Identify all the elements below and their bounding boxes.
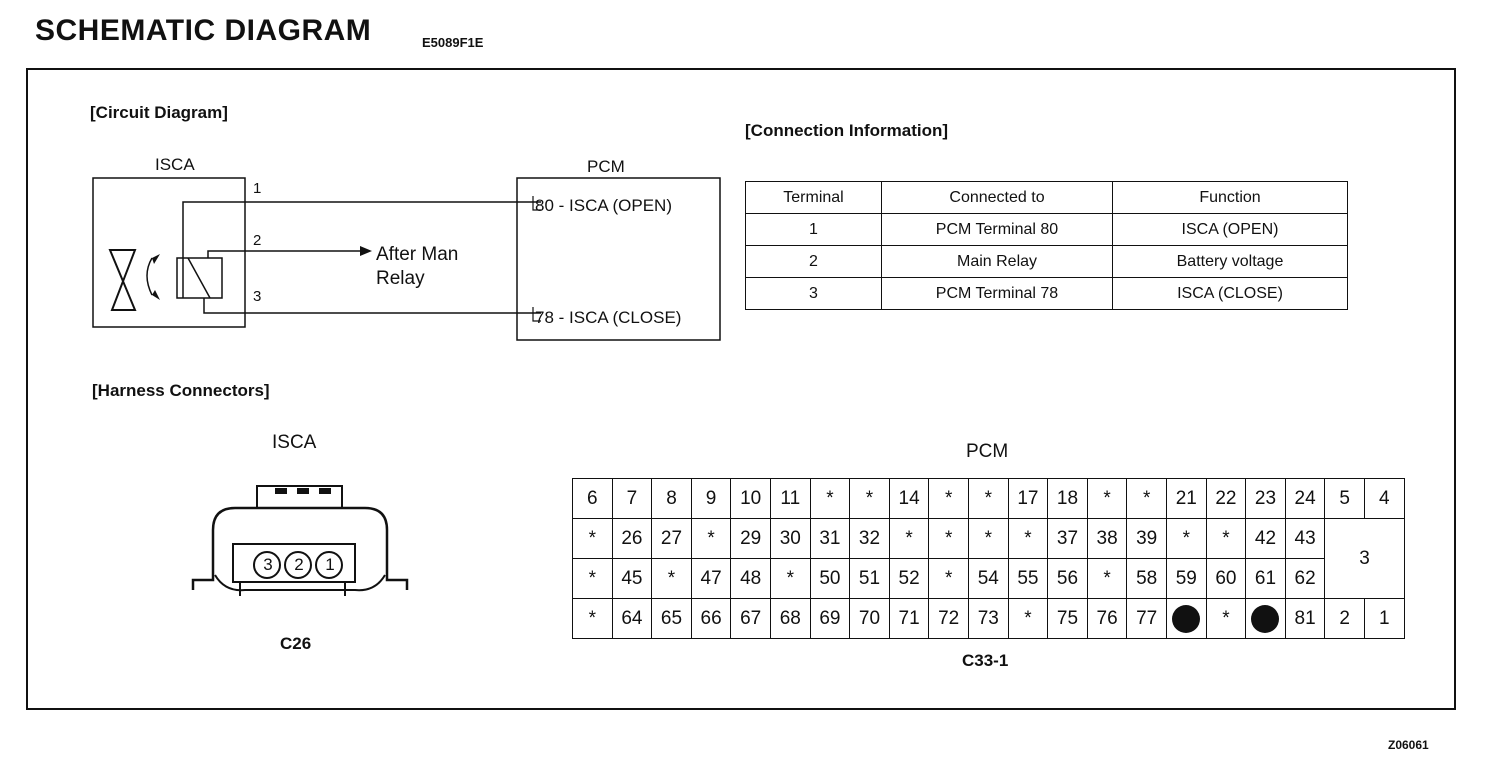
coil-slash <box>188 258 210 298</box>
pcm-pin: 9 <box>691 478 732 519</box>
isca-connector-icon <box>185 480 415 610</box>
pcm-pin: * <box>1008 598 1049 639</box>
pcm-pin: 39 <box>1126 518 1167 559</box>
pcm-pin: 65 <box>651 598 692 639</box>
pcm-pin: 5 <box>1324 478 1365 519</box>
pcm-pin: 8 <box>651 478 692 519</box>
pcm-pin: * <box>1126 478 1167 519</box>
isca-pin-2: 2 <box>294 555 304 574</box>
after-relay-line1: After Man <box>376 244 459 265</box>
pcm-pin: 75 <box>1047 598 1088 639</box>
pcm-pin: 50 <box>810 558 851 599</box>
pcm-pin: 18 <box>1047 478 1088 519</box>
wire-pin-2 <box>208 251 362 258</box>
pcm-pin: 81 <box>1285 598 1326 639</box>
rotation-arrow-icon <box>147 258 152 295</box>
pcm-pin: 21 <box>1166 478 1207 519</box>
table-cell: Main Relay <box>882 246 1113 278</box>
pcm-pin: 42 <box>1245 518 1286 559</box>
table-cell: 3 <box>746 278 882 310</box>
pcm-pin: 71 <box>889 598 930 639</box>
pcm-pin: 62 <box>1285 558 1326 599</box>
table-header: Connected to <box>882 182 1113 214</box>
pcm-pin: * <box>1087 558 1128 599</box>
pcm-pin <box>1245 598 1286 639</box>
after-relay-line2: Relay <box>376 268 425 289</box>
pcm-pin-large: 3 <box>1324 518 1404 599</box>
pcm-pin: 60 <box>1206 558 1247 599</box>
isca-pin-1: 1 <box>325 555 335 574</box>
pcm-pin: 31 <box>810 518 851 559</box>
pcm-pin-close <box>535 308 681 328</box>
pcm-pin: 56 <box>1047 558 1088 599</box>
table-cell: PCM Terminal 80 <box>882 214 1113 246</box>
pcm-pin-open-number: 80 <box>535 196 554 215</box>
table-header: Terminal <box>746 182 882 214</box>
pcm-pin: * <box>1206 598 1247 639</box>
pcm-pin: * <box>572 518 613 559</box>
connection-info-heading: [Connection Information] <box>745 121 949 140</box>
pcm-pin: 10 <box>730 478 771 519</box>
valve-icon <box>110 250 135 310</box>
pcm-pin: * <box>968 518 1009 559</box>
pcm-label: PCM <box>587 157 625 176</box>
pcm-pin: * <box>1166 518 1207 559</box>
table-header-row <box>746 182 1348 214</box>
pcm-pin <box>1166 598 1207 639</box>
pcm-pin: 2 <box>1324 598 1365 639</box>
pcm-pin: 24 <box>1285 478 1326 519</box>
isca-box <box>93 178 245 327</box>
isca-connector-code: C26 <box>280 634 312 653</box>
filled-pin-icon <box>1251 605 1279 633</box>
table-row <box>746 246 1348 278</box>
pcm-pin-open-text: - ISCA (OPEN) <box>553 196 672 215</box>
pcm-connector-label: PCM <box>966 441 1009 462</box>
pcm-pin: 48 <box>730 558 771 599</box>
pcm-pin: * <box>810 478 851 519</box>
table-cell: 2 <box>746 246 882 278</box>
pcm-pin: * <box>928 558 969 599</box>
table-cell: 1 <box>746 214 882 246</box>
pcm-pin: 73 <box>968 598 1009 639</box>
pcm-pin: * <box>928 518 969 559</box>
pcm-pin-open <box>535 196 672 216</box>
pcm-pin: 52 <box>889 558 930 599</box>
pcm-connector-code: C33-1 <box>962 651 1009 670</box>
pcm-pin: * <box>849 478 890 519</box>
pcm-pin: 51 <box>849 558 890 599</box>
table-row <box>746 214 1348 246</box>
pcm-pin: 4 <box>1364 478 1405 519</box>
pcm-pin: 23 <box>1245 478 1286 519</box>
pcm-pin: * <box>1206 518 1247 559</box>
pcm-pin: * <box>572 598 613 639</box>
table-header: Function <box>1113 182 1348 214</box>
pcm-pin: * <box>572 558 613 599</box>
pcm-pin: 14 <box>889 478 930 519</box>
pcm-pin: 37 <box>1047 518 1088 559</box>
pcm-pin: 29 <box>730 518 771 559</box>
pcm-pin: 38 <box>1087 518 1128 559</box>
pcm-pin: 77 <box>1126 598 1167 639</box>
pcm-pin: 59 <box>1166 558 1207 599</box>
pcm-pin: 7 <box>612 478 653 519</box>
pcm-pin: 68 <box>770 598 811 639</box>
pcm-pin: * <box>889 518 930 559</box>
pin-number-1: 1 <box>253 180 262 197</box>
pcm-pin: 26 <box>612 518 653 559</box>
table-cell: ISCA (CLOSE) <box>1113 278 1348 310</box>
pin-number-2: 2 <box>253 232 262 249</box>
pcm-pin: * <box>691 518 732 559</box>
isca-connector-label: ISCA <box>272 432 317 453</box>
pin-number-3: 3 <box>253 288 262 305</box>
connection-table <box>745 181 1348 310</box>
pcm-pin: 67 <box>730 598 771 639</box>
arrow-icon <box>360 246 372 256</box>
pcm-pin: 64 <box>612 598 653 639</box>
table-cell: Battery voltage <box>1113 246 1348 278</box>
table-cell: ISCA (OPEN) <box>1113 214 1348 246</box>
pcm-pin: 47 <box>691 558 732 599</box>
pcm-pin: 61 <box>1245 558 1286 599</box>
harness-connectors-heading: [Harness Connectors] <box>92 381 270 400</box>
page-title: SCHEMATIC DIAGRAM <box>35 14 372 47</box>
pcm-pin: 70 <box>849 598 890 639</box>
pcm-pin: 32 <box>849 518 890 559</box>
pcm-pin: 69 <box>810 598 851 639</box>
pcm-pin: 72 <box>928 598 969 639</box>
pcm-pin-close-text: - ISCA (CLOSE) <box>553 308 682 327</box>
pcm-pin: 66 <box>691 598 732 639</box>
pcm-pin: 55 <box>1008 558 1049 599</box>
pcm-pin: * <box>1008 518 1049 559</box>
document-code: E5089F1E <box>422 35 484 50</box>
pcm-pin: * <box>651 558 692 599</box>
pcm-pin: 45 <box>612 558 653 599</box>
figure-code: Z06061 <box>1388 738 1429 752</box>
pcm-pin: 11 <box>770 478 811 519</box>
filled-pin-icon <box>1172 605 1200 633</box>
pcm-pin: * <box>968 478 1009 519</box>
table-row <box>746 278 1348 310</box>
pcm-connector-grid <box>572 478 1404 638</box>
isca-pin-3: 3 <box>263 555 273 574</box>
isca-label: ISCA <box>155 155 195 174</box>
pcm-pin: * <box>1087 478 1128 519</box>
pcm-pin-close-number: 78 <box>535 308 554 327</box>
pcm-pin: 58 <box>1126 558 1167 599</box>
pcm-pin: 30 <box>770 518 811 559</box>
pcm-pin: * <box>928 478 969 519</box>
pcm-pin: 43 <box>1285 518 1326 559</box>
circuit-diagram-heading: [Circuit Diagram] <box>90 103 228 122</box>
pcm-pin: 22 <box>1206 478 1247 519</box>
table-cell: PCM Terminal 78 <box>882 278 1113 310</box>
pcm-pin: 27 <box>651 518 692 559</box>
pcm-pin: 54 <box>968 558 1009 599</box>
pcm-pin: 17 <box>1008 478 1049 519</box>
pcm-pin: 6 <box>572 478 613 519</box>
pcm-pin: 76 <box>1087 598 1128 639</box>
pcm-pin: * <box>770 558 811 599</box>
pcm-pin: 1 <box>1364 598 1405 639</box>
